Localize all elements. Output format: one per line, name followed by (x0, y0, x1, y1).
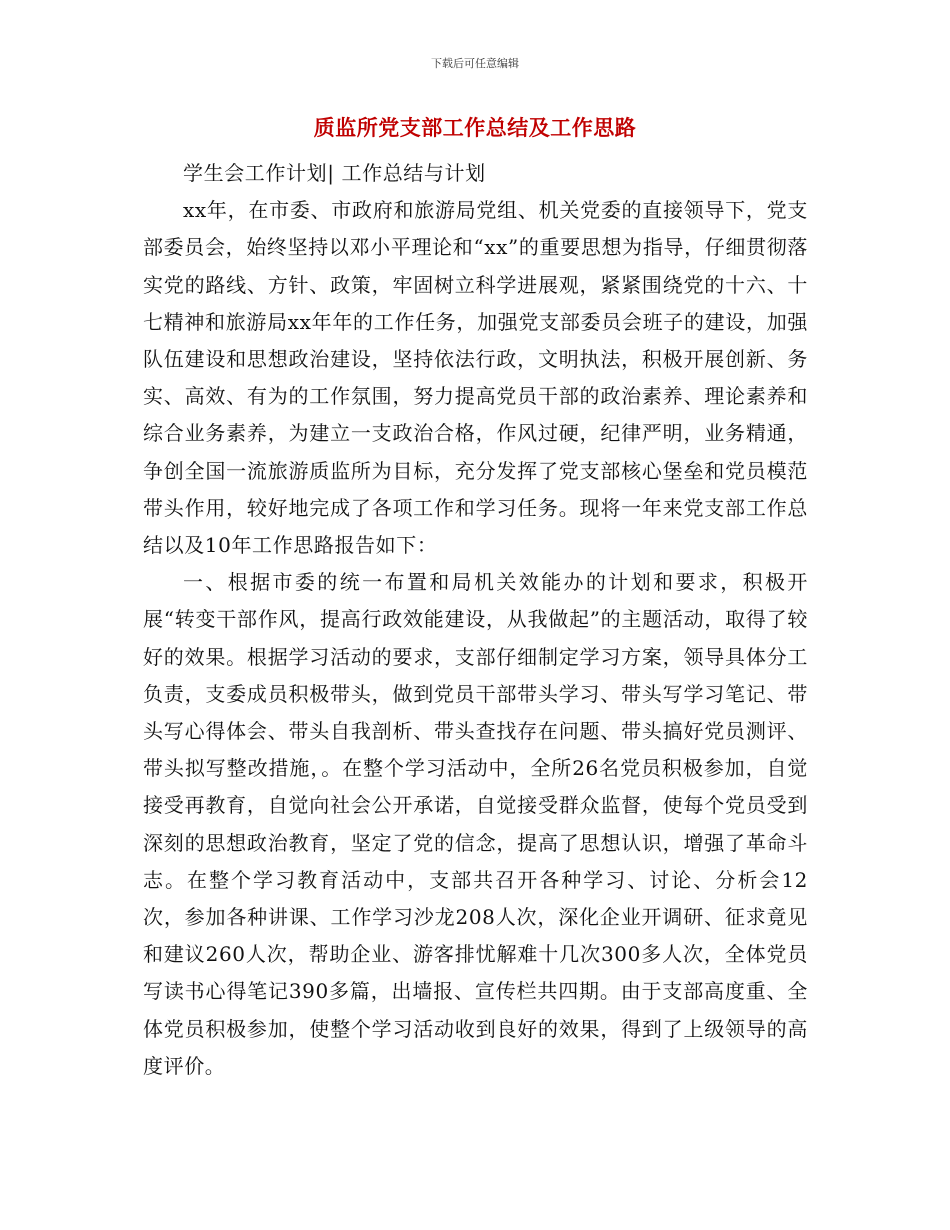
document-title: 质监所党支部工作总结及工作思路 (313, 115, 637, 140)
paragraph-intro: xx年，在市委、市政府和旅游局党组、机关党委的直接领导下，党支部委员会，始终坚持以邓小平理论和“xx”的重要思想为指导，仔细贯彻落实党的路线、方针、政策，牢固树立科学进展观，紧紧围绕党的十六、十七精神和旅游局xx年年的工作任务，加强党支部委员会班子的建设，加强队伍建设和思想政治建设，坚持依法行政，文明执法，积极开展创新、务实、高效、有为的工作氛围，努力提高党员干部的政治素养、理论素养和综合业务素养，为建立一支政治合格，作风过硬，纪律严明，业务精通，争创全国一流旅游质监所为目标，充分发挥了党支部核心堡垒和党员模范带头作用，较好地完成了各项工作和学习任务。现将一年来党支部工作总结以及10年工作思路报告如下： (143, 198, 808, 558)
document-body (143, 155, 808, 1085)
header-note: 下载后可任意编辑 (431, 57, 519, 70)
paragraph-section-one: 一、根据市委的统一布置和局机关效能办的计划和要求，积极开展“转变干部作风，提高行政效能建设，从我做起”的主题活动，取得了较好的效果。根据学习活动的要求，支部仔细制定学习方案，领导具体分工负责，支委成员积极带头，做到党员干部带头学习、带头写学习笔记、带头写心得体会、带头自我剖析、带头查找存在问题、带头搞好党员测评、带头拟写整改措施，。在整个学习活动中，全所26名党员积极参加，自觉接受再教育，自觉向社会公开承诺，自觉接受群众监督，使每个党员受到深刻的思想政治教育，坚定了党的信念，提高了思想认识，增强了革命斗志。在整个学习教育活动中，支部共召开各种学习、讨论、分析会12次，参加各种讲课、工作学习沙龙208人次，深化企业开调研、征求竟见和建议260人次，帮助企业、游客排忧解难十几次300多人次，全体党员写读书心得笔记390多篇，出墙报、宣传栏共四期。由于支部高度重、全体党员积极参加，使整个学习活动收到良好的效果，得到了上级领导的高度评价。 (143, 570, 808, 1078)
subtitle-line: 学生会工作计划| 工作总结与计划 (183, 161, 486, 185)
